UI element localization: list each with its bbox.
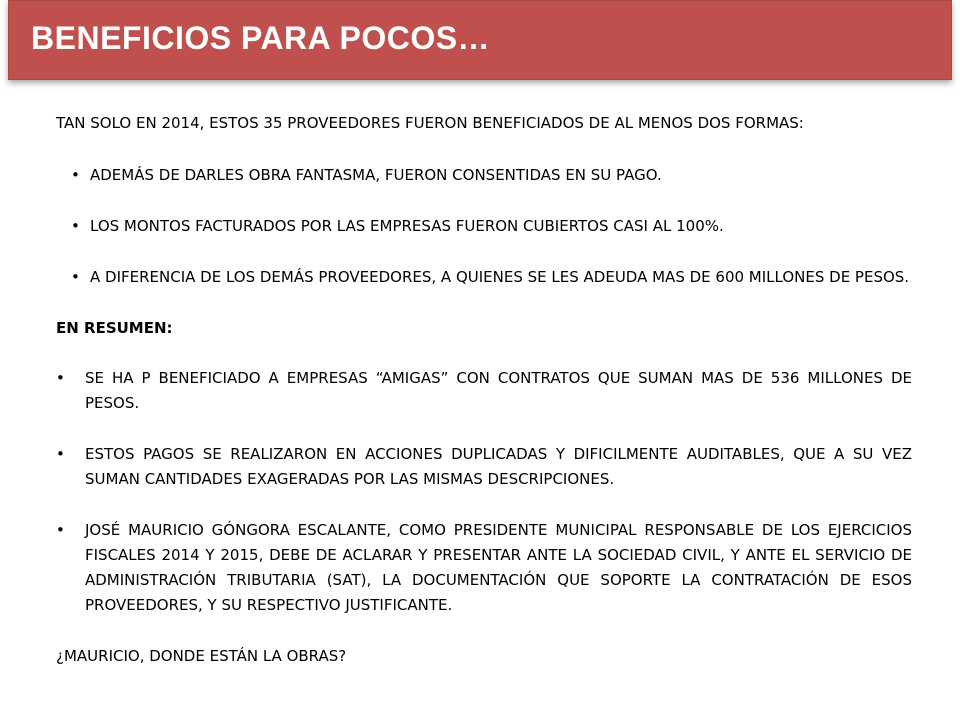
slide-body [56, 111, 912, 669]
slide-title: BENEFICIOS PARA POCOS… [31, 20, 491, 56]
list-item [56, 518, 912, 618]
title-banner [8, 0, 952, 80]
bullet-icon: • [71, 166, 80, 184]
list-item-text: ADEMÁS DE DARLES OBRA FANTASMA, FUERON CONSENTIDAS EN SU PAGO. [90, 166, 662, 184]
list-item-text: A DIFERENCIA DE LOS DEMÁS PROVEEDORES, A QUIENES SE LES ADEUDA MAS DE 600 MILLONES DE PESOS. [90, 268, 910, 286]
bullet-icon: • [56, 445, 65, 463]
bullet-icon: • [56, 521, 65, 539]
list-item-text: LOS MONTOS FACTURADOS POR LAS EMPRESAS FUERON CUBIERTOS CASI AL 100%. [90, 217, 724, 235]
sub-bullet-list [56, 163, 912, 290]
list-item [71, 163, 912, 188]
list-item-text: SE HA P BENEFICIADO A EMPRESAS “AMIGAS” CON CONTRATOS QUE SUMAN MAS DE 536 MILLONES DE PESOS. [85, 369, 912, 412]
list-item [56, 366, 912, 416]
closing-question: ¿MAURICIO, DONDE ESTÁN LA OBRAS? [56, 647, 347, 665]
bullet-icon: • [56, 369, 65, 387]
summary-bullet-list [56, 366, 912, 618]
bullet-icon: • [71, 268, 80, 286]
list-item [71, 265, 912, 290]
list-item-text: JOSÉ MAURICIO GÓNGORA ESCALANTE, COMO PRESIDENTE MUNICIPAL RESPONSABLE DE LOS EJERCICIOS FISCALES 2014 Y 2015, DEBE DE ACLARAR Y PRESENTAR ANTE LA SOCIEDAD CIVIL, Y ANTE EL SERVICIO DE ADMINISTRACIÓN TRIBUTARIA (SAT), LA DOCUMENTACIÓN QUE SOPORTE LA CONTRATACIÓN DE ESOS PROVEEDORES, Y SU RESPECTIVO JUSTIFICANTE. [85, 521, 912, 614]
intro-text: TAN SOLO EN 2014, ESTOS 35 PROVEEDORES FUERON BENEFICIADOS DE AL MENOS DOS FORMAS: [56, 114, 804, 132]
list-item [71, 214, 912, 239]
bullet-icon: • [71, 217, 80, 235]
summary-heading: EN RESUMEN: [56, 319, 173, 337]
list-item-text: ESTOS PAGOS SE REALIZARON EN ACCIONES DUPLICADAS Y DIFICILMENTE AUDITABLES, QUE A SU VEZ SUMAN CANTIDADES EXAGERADAS POR LAS MISMAS DESCRIPCIONES. [85, 445, 912, 488]
list-item [56, 442, 912, 492]
